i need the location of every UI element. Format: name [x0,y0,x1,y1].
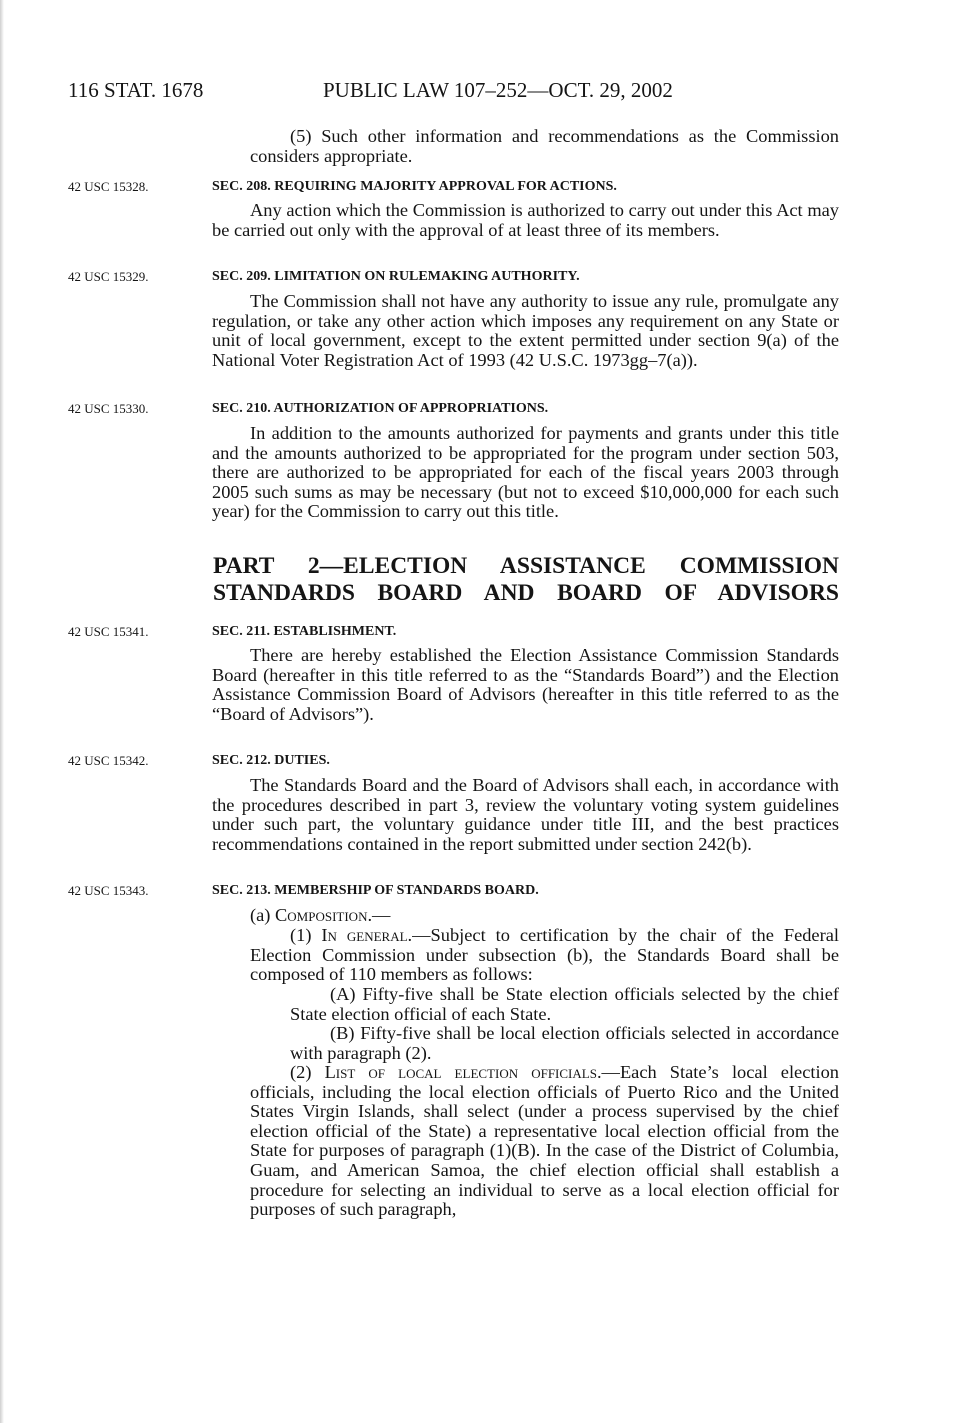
section-211-text: There are hereby established the Election Assistance Commission Standards Board (hereafter in this title referred to as the “Standards Board”) and the Election Assistance Commission Board of Advisors (hereafter in this title referred to as the “Board of Advisors”). [212,645,839,724]
paragraph-item-5: (5) Such other information and recommendations as the Commission considers appropriate. [250,126,839,166]
scan-edge [0,0,4,1423]
running-head: PUBLIC LAW 107–252—OCT. 29, 2002 [323,78,673,102]
section-208-text: Any action which the Commission is authorized to carry out under this Act may be carried out only with the approval of at least three of its members. [212,200,839,240]
margin-note-15341: 42 USC 15341. [68,624,149,639]
statute-page-number: 116 STAT. 1678 [68,78,204,102]
section-213-heading: SEC. 213. MEMBERSHIP OF STANDARDS BOARD. [212,883,539,898]
margin-note-15342: 42 USC 15342. [68,753,149,768]
section-210-heading: SEC. 210. AUTHORIZATION OF APPROPRIATIONS. [212,401,549,416]
part-2-heading-line-2: STANDARDS BOARD AND BOARD OF ADVISORS [213,580,839,606]
subparagraph-A: (A) Fifty-five shall be State election officials selected by the chief State election official of each State. [290,984,839,1024]
margin-note-15330: 42 USC 15330. [68,401,149,416]
margin-note-15329: 42 USC 15329. [68,269,149,284]
section-210-text: In addition to the amounts authorized for payments and grants under this title and the amounts authorized to be appropriated for the program under section 503, there are authorized to be appropriated for each of the fiscal years 2003 through 2005 such sums as may be necessary (but not to exceed $10,000,000 for each such year) for the Commission to carry out this title. [212,423,839,522]
margin-note-15328: 42 USC 15328. [68,179,149,194]
section-209-heading: SEC. 209. LIMITATION ON RULEMAKING AUTHORITY. [212,269,580,284]
part-2-heading-line-1: PART 2—ELECTION ASSISTANCE COMMISSION [213,553,839,579]
section-208-heading: SEC. 208. REQUIRING MAJORITY APPROVAL FOR ACTIONS. [212,179,617,194]
section-209-text: The Commission shall not have any authority to issue any rule, promulgate any regulation, or take any other action which imposes any requirement on any State or unit of local government, except to the extent permitted under section 9(a) of the National Voter Registration Act of 1993 (42 U.S.C. 1973gg–7(a)). [212,291,839,370]
section-211-heading: SEC. 211. ESTABLISHMENT. [212,624,397,639]
paragraph-1-general: (1) In general.—Subject to certification by the chair of the Federal Election Commission under subsection (b), the Standards Board shall be composed of 110 members as follows: [250,925,839,985]
subsection-a-heading: (a) Composition.— [250,905,391,925]
section-212-text: The Standards Board and the Board of Advisors shall each, in accordance with the procedures described in part 3, review the voluntary voting system guidelines under such part, the voluntary guidance under title III, and the best practices recommendations contained in the report submitted under section 242(b). [212,775,839,854]
section-212-heading: SEC. 212. DUTIES. [212,753,330,768]
subparagraph-B: (B) Fifty-five shall be local election officials selected in accordance with paragraph (2). [290,1023,839,1063]
paragraph-2-list-of-officials: (2) List of local election officials.—Each State’s local election officials, including the local election officials of Puerto Rico and the United States Virgin Islands, shall select (under a process supervised by the chief election official of the State) a representative local election official from the State for purposes of paragraph (1)(B). In the case of the District of Columbia, Guam, and American Samoa, the chief election official shall establish a procedure for selecting an individual to serve as a local election official for purposes of such paragraph, [250,1062,839,1220]
margin-note-15343: 42 USC 15343. [68,883,149,898]
